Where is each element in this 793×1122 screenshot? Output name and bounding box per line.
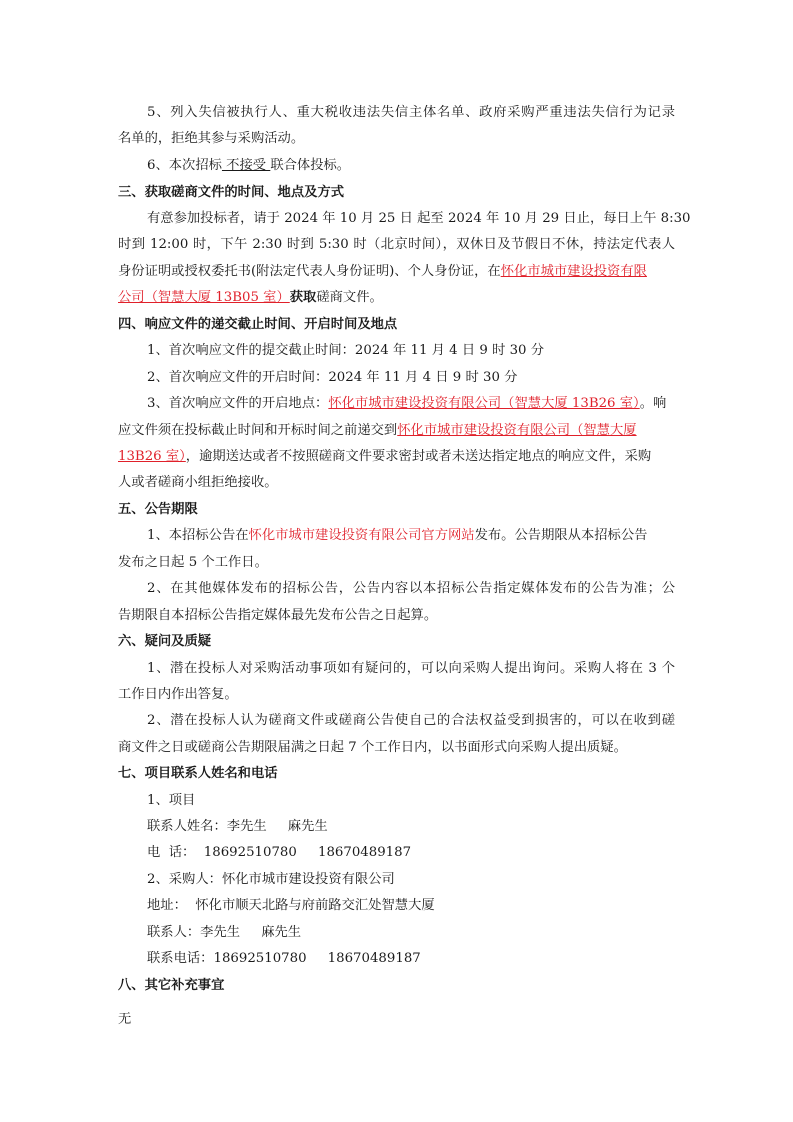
address-highlight: 怀化市城市建设投资有限 — [500, 264, 647, 279]
contact-line: 联系人：李先生 麻先生 — [147, 925, 302, 940]
paragraph-line: 告期限自本招标公告指定媒体最先发布公告之日起算。 — [118, 608, 438, 623]
paragraph-line: 名单的，拒绝其参与采购活动。 — [118, 131, 305, 146]
paragraph-line: 工作日内作出答复。 — [118, 687, 238, 702]
section-heading: 四、响应文件的递交截止时间、开启时间及地点 — [118, 317, 398, 332]
paragraph-line — [147, 395, 666, 413]
section-heading: 六、疑问及质疑 — [118, 634, 212, 649]
paragraph-line: 时到 12:00 时，下午 2:30 时到 5:30 时（北京时间），双休日及节假日不休，持法定代表人 — [118, 237, 675, 252]
section-heading: 五、公告期限 — [118, 502, 198, 517]
text-span: 3、首次响应文件的开启地点： — [147, 396, 329, 411]
text-span: ，逾期送达或者不按照磋商文件要求密封或者未送达指定地点的响应文件，采购 — [185, 449, 652, 464]
contact-line: 地址： 怀化市顺天北路与府前路交汇处智慧大厦 — [147, 898, 435, 913]
paragraph-line: 2、潜在投标人认为磋商文件或磋商公告使自己的合法权益受到损害的，可以在收到磋 — [147, 713, 675, 728]
paragraph-line: 有意参加投标者，请于 2024 年 10 月 25 日 起至 2024 年 10 月 29 日止，每日上午 8:30 — [147, 211, 691, 226]
paragraph-line — [118, 448, 651, 466]
paragraph-line — [147, 157, 350, 175]
text-span: 磋商文件。 — [316, 290, 383, 305]
underlined-text: 不接受 — [221, 158, 271, 173]
address-highlight: 怀化市城市建设投资有限公司（智慧大厦 13B26 室） — [328, 396, 640, 411]
section-heading: 三、获取磋商文件的时间、地点及方式 — [118, 185, 345, 200]
text-span: 。响 — [639, 396, 667, 411]
paragraph-line: 无 — [118, 1012, 132, 1027]
paragraph-line: 人或者磋商小组拒绝接收。 — [118, 475, 278, 490]
contact-line: 联系电话：18692510780 18670489187 — [147, 951, 421, 966]
paragraph-line: 发布之日起 5 个工作日。 — [118, 555, 268, 570]
paragraph-line — [118, 289, 383, 307]
address-highlight: 13B26 室） — [118, 449, 186, 464]
contact-line: 1、项目 — [147, 793, 196, 808]
text-span: 1、本招标公告在 — [147, 528, 249, 543]
address-highlight: 怀化市城市建设投资有限公司（智慧大厦 — [397, 423, 637, 438]
text-span: 身份证明或授权委托书(附法定代表人身份证明)、个人身份证，在 — [118, 264, 501, 279]
text-span: 6、本次招标 — [147, 158, 222, 173]
text-span: 联合体投标。 — [270, 158, 351, 173]
paragraph-line: 2、在其他媒体发布的招标公告，公告内容以本招标公告指定媒体发布的公告为准；公 — [147, 581, 675, 596]
paragraph-line: 2、首次响应文件的开启时间：2024 年 11 月 4 日 9 时 30 分 — [147, 370, 518, 385]
paragraph-line: 1、潜在投标人对采购活动事项如有疑问的，可以向采购人提出询问。采购人将在 3 个 — [147, 661, 675, 676]
paragraph-line — [147, 527, 647, 545]
paragraph-line: 5、列入失信被执行人、重大税收违法失信主体名单、政府采购严重违法失信行为记录 — [147, 105, 675, 120]
paragraph-line: 商文件之日或磋商公告期限届满之日起 7 个工作日内，以书面形式向采购人提出质疑。 — [118, 740, 627, 755]
contact-line: 联系人姓名：李先生 麻先生 — [147, 819, 328, 834]
paragraph-line: 1、首次响应文件的提交截止时间：2024 年 11 月 4 日 9 时 30 分 — [147, 343, 545, 358]
contact-line: 电 话： 18692510780 18670489187 — [147, 845, 412, 860]
paragraph-line — [118, 422, 637, 440]
paragraph-line — [118, 263, 647, 281]
contact-line: 2、采购人：怀化市城市建设投资有限公司 — [147, 872, 395, 887]
address-highlight: 公司（智慧大厦 13B05 室） — [118, 290, 290, 305]
website-highlight: 怀化市城市建设投资有限公司官方网站 — [248, 528, 475, 543]
bold-text: 获取 — [289, 290, 317, 305]
text-span: 应文件须在投标截止时间和开标时间之前递交到 — [118, 423, 398, 438]
text-span: 发布。公告期限从本招标公告 — [474, 528, 648, 543]
section-heading: 七、项目联系人姓名和电话 — [118, 766, 278, 781]
section-heading: 八、其它补充事宜 — [118, 978, 225, 993]
